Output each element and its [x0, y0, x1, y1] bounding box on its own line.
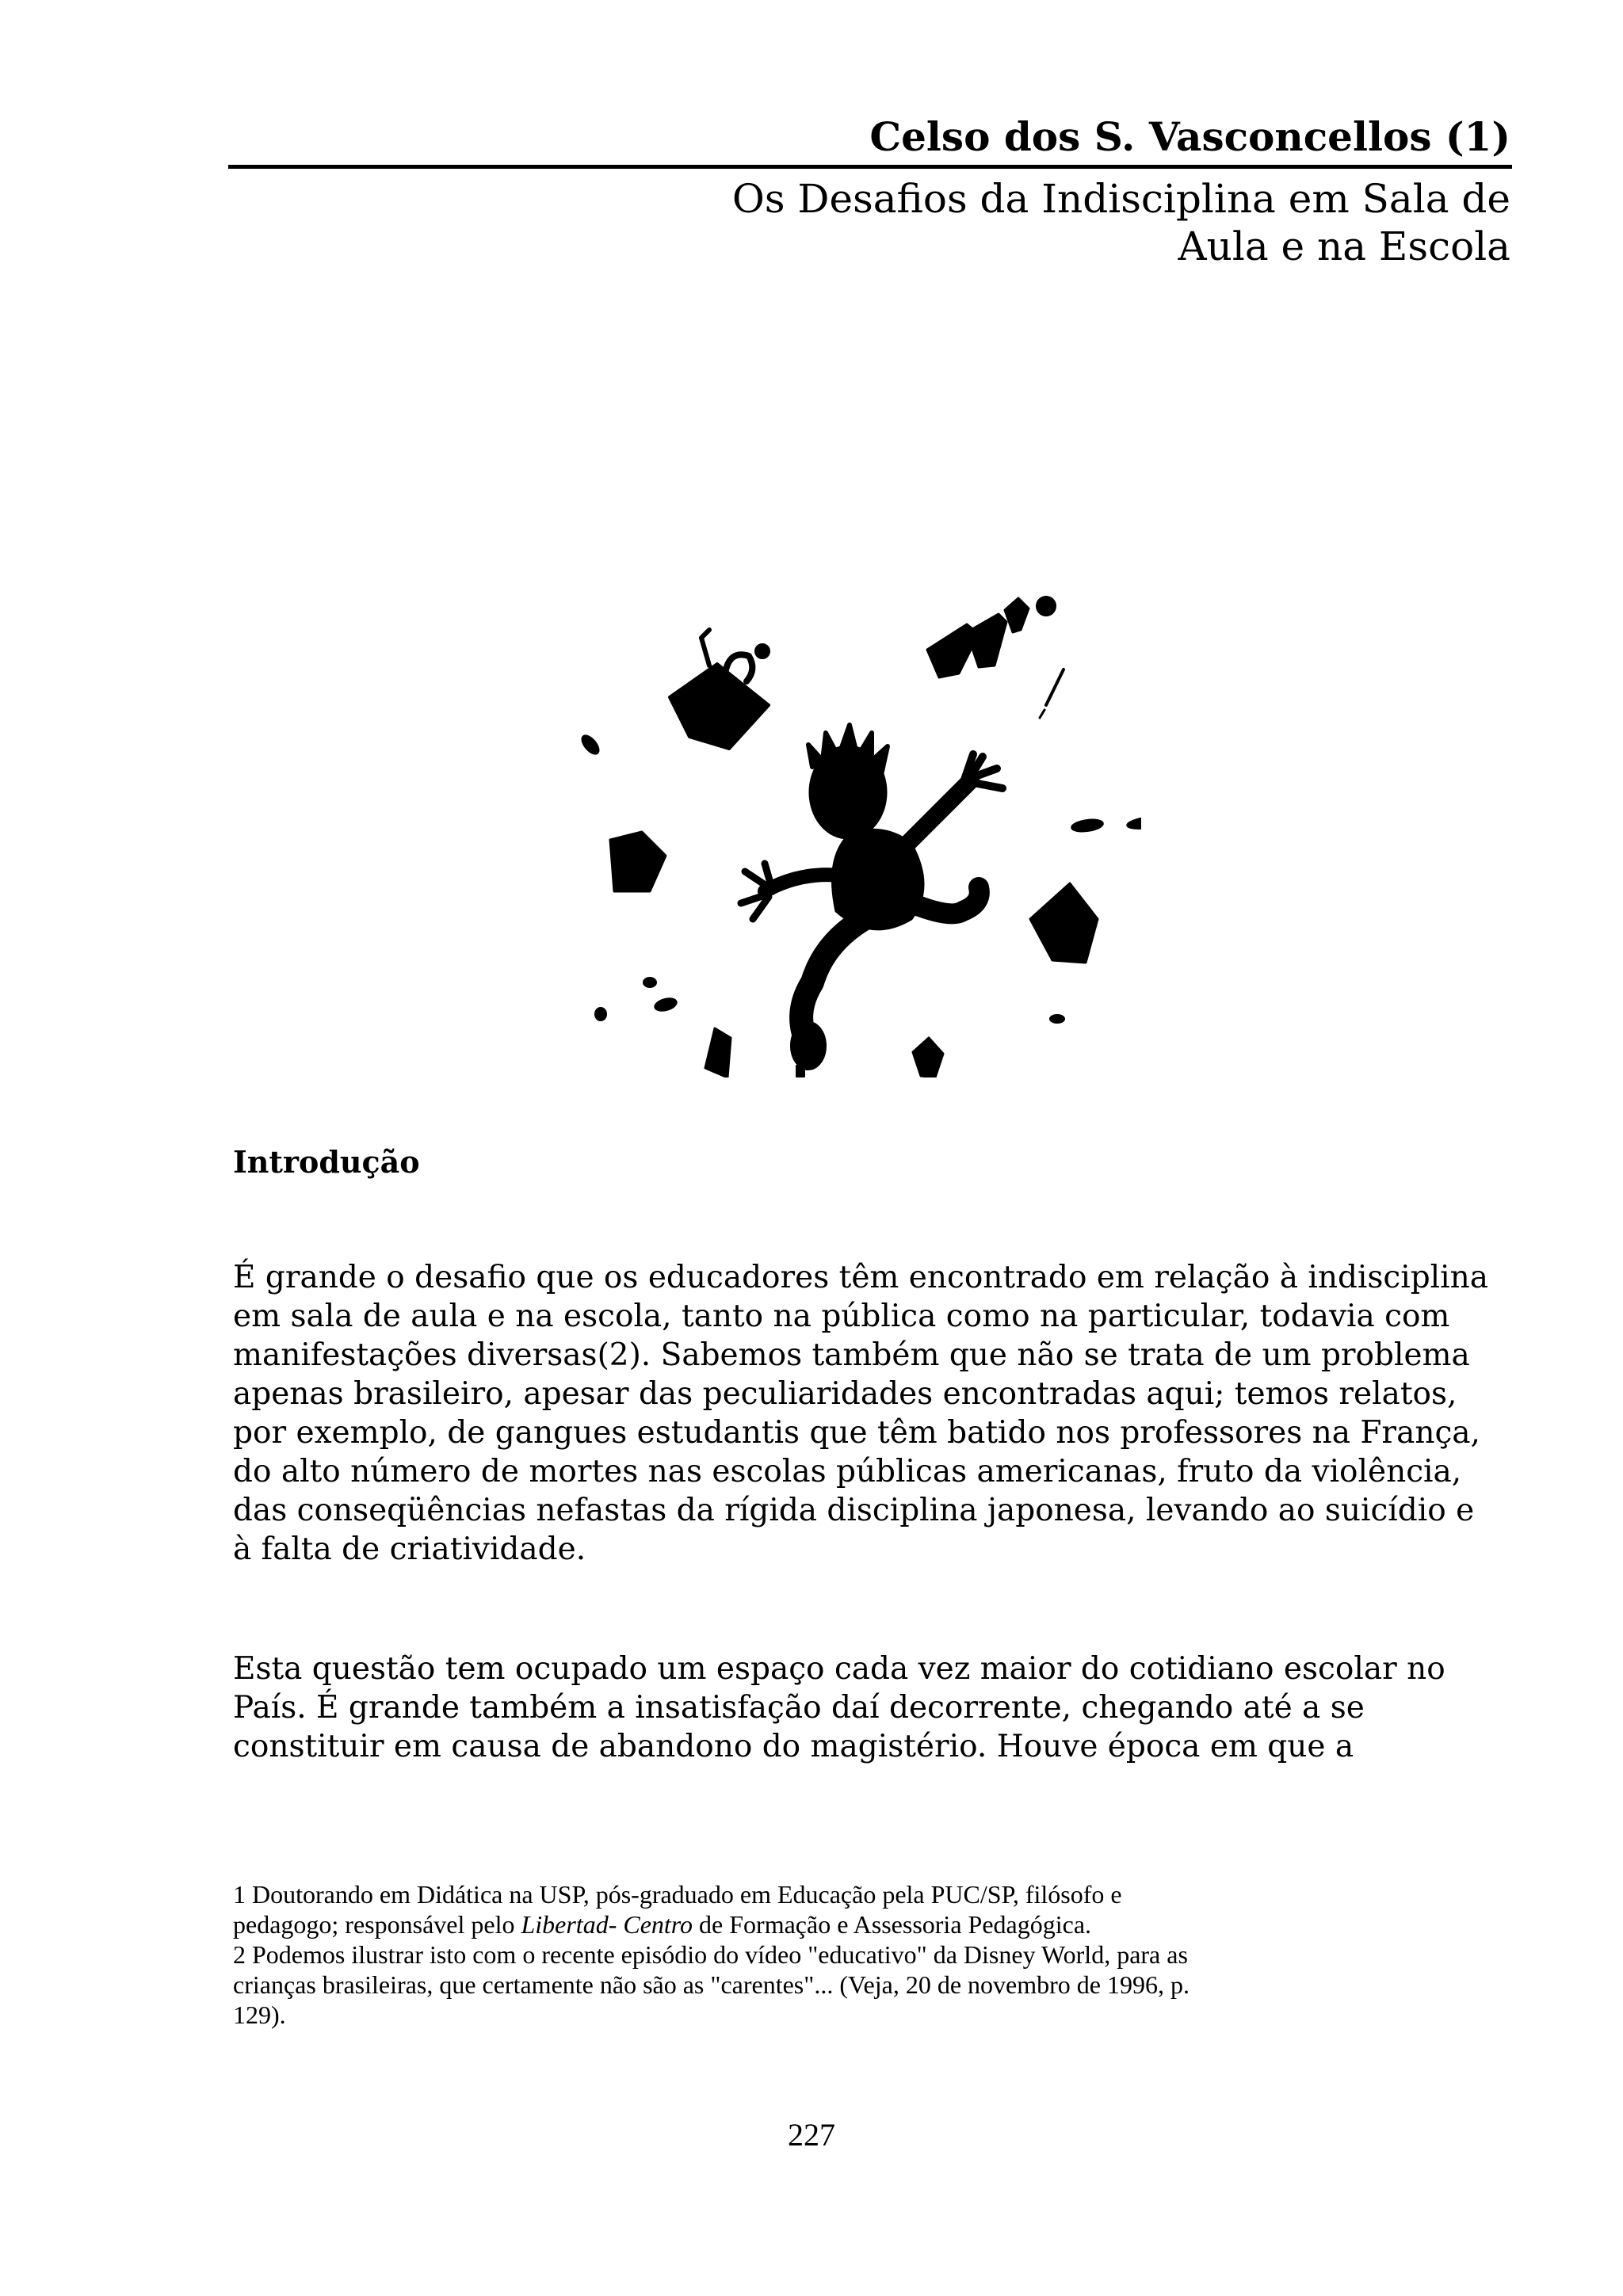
flying-book-shape — [705, 1028, 731, 1077]
jumping-child-with-flying-books-icon — [539, 570, 1141, 1077]
small-object-shape — [1126, 814, 1141, 831]
footnote-line: 129). — [233, 2000, 286, 2029]
article-title — [228, 175, 1512, 270]
paragraph — [233, 1258, 1517, 1569]
footnote-line: crianças brasileiras, que certamente não são as "carentes"... (Veja, 20 de novembro de 1996, p. — [233, 1970, 1190, 1999]
small-object-shape — [796, 1066, 804, 1077]
page-number: 227 — [788, 2117, 835, 2153]
article-header — [228, 111, 1512, 297]
illustration-drawing — [539, 570, 1141, 1077]
paragraph-line: Esta questão tem ocupado um espaço cada vez maior do cotidiano escolar no — [233, 1651, 1445, 1687]
flying-pencil-shape — [1040, 710, 1044, 718]
child-hair-shape — [808, 725, 888, 775]
flying-bag-shape — [670, 664, 769, 749]
paragraph-line: das conseqüências nefastas da rígida disciplina japonesa, levando ao suicídio e — [233, 1493, 1475, 1528]
small-object-shape — [1071, 818, 1104, 833]
flying-paper-shape — [967, 614, 1006, 667]
small-object-shape — [595, 1008, 606, 1020]
bag-strap-shape — [701, 630, 709, 666]
footnote-line — [233, 1909, 1517, 1939]
footnote-text: pedagogo; responsável pelo — [233, 1910, 521, 1939]
header-rule — [228, 165, 1512, 169]
paragraph-line: apenas brasileiro, apesar das peculiaridades encontradas aqui; temos relatos, — [233, 1376, 1457, 1412]
footnote-italic-name: Libertad- Centro — [521, 1910, 693, 1939]
paragraph — [233, 1650, 1517, 1766]
paragraph-line: É grande o desafio que os educadores têm encontrado em relação à indisciplina — [233, 1260, 1488, 1295]
flying-book-shape — [1030, 883, 1098, 963]
paragraph-line: do alto número de mortes nas escolas públicas americanas, fruto da violência, — [233, 1454, 1462, 1489]
footnote-2 — [233, 1939, 1517, 2030]
flying-pencil-shape — [1046, 669, 1064, 705]
article-title-line: Os Desafios da Indisciplina em Sala de — [731, 176, 1510, 222]
paragraph-line: por exemplo, de gangues estudantis que têm batido nos professores na França, — [233, 1415, 1480, 1451]
flying-paper-shape — [1005, 598, 1029, 632]
small-object-shape — [579, 733, 602, 757]
paragraph-line: à falta de criatividade. — [233, 1531, 586, 1567]
flying-book-shape — [610, 832, 666, 891]
child-hand-shape — [963, 754, 1002, 788]
footnotes — [233, 1879, 1517, 2030]
small-object-shape — [654, 997, 678, 1013]
footnote-line: 1 Doutorando em Didática na USP, pós-graduado em Educação pela PUC/SP, filósofo e — [233, 1880, 1122, 1909]
footnote-text: de Formação e Assessoria Pedagógica. — [693, 1910, 1092, 1939]
paragraph-line: País. É grande também a insatisfação daí decorrente, chegando até a se — [233, 1690, 1365, 1726]
child-shoe-shape — [791, 1022, 826, 1070]
footnote-line: 2 Podemos ilustrar isto com o recente episódio do vídeo "educativo" da Disney World, para as — [233, 1940, 1188, 1969]
footnote-1 — [233, 1879, 1517, 1939]
small-object-shape — [1037, 597, 1056, 616]
article-title-line: Aula e na Escola — [1178, 223, 1510, 269]
section-heading-introducao: Introdução — [233, 1144, 420, 1180]
small-object-shape — [643, 978, 656, 987]
small-object-shape — [1050, 1015, 1064, 1023]
child-arm-shape — [765, 875, 840, 891]
paragraph-line: em sala de aula e na escola, tanto na pública como na particular, todavia com — [233, 1299, 1450, 1334]
flying-book-shape — [913, 1038, 943, 1077]
paragraph-line: manifestações diversas(2). Sabemos também que não se trata de um problema — [233, 1337, 1470, 1373]
paragraph-line: constituir em causa de abandono do magistério. Houve época em que a — [233, 1729, 1354, 1764]
author-name: Celso dos S. Vasconcellos (1) — [869, 113, 1510, 160]
child-arm-shape — [903, 780, 971, 848]
small-object-shape — [755, 644, 769, 658]
